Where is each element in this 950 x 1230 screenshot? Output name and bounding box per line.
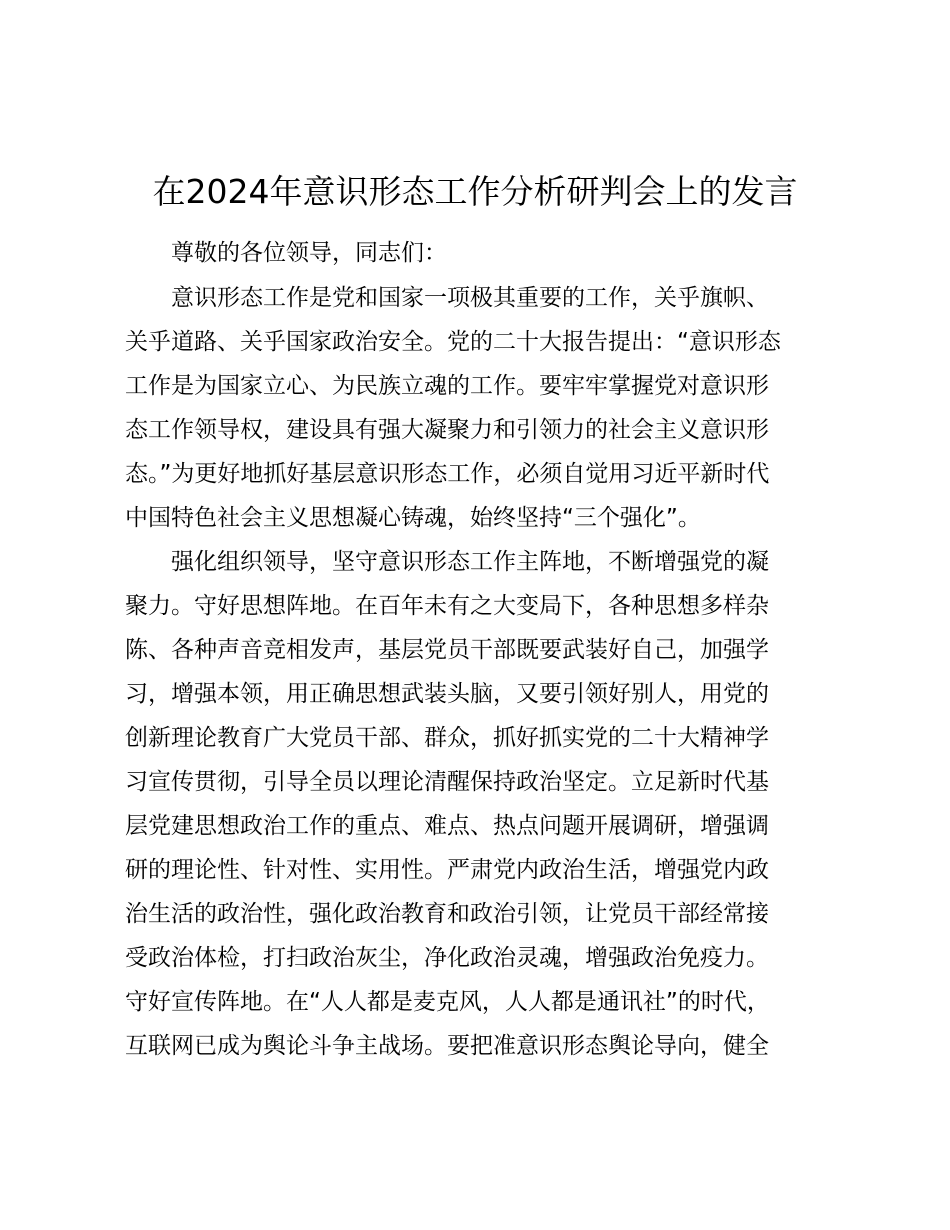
body-line: 创新理论教育广大党员干部、群众，抓好抓实党的二十大精神学 — [125, 725, 769, 751]
body-line: 互联网已成为舆论斗争主战场。要把准意识形态舆论导向，健全 — [125, 1033, 769, 1059]
body-line: 层党建思想政治工作的重点、难点、热点问题开展调研，增强调 — [125, 813, 769, 839]
body-line: 意识形态工作是党和国家一项极其重要的工作，关乎旗帜、 — [125, 285, 769, 311]
page-title: 在2024年意识形态工作分析研判会上的发言 — [152, 172, 798, 211]
body-line: 习宣传贯彻，引导全员以理论清醒保持政治坚定。立足新时代基 — [125, 769, 769, 795]
body-line: 态工作领导权，建设具有强大凝聚力和引领力的社会主义意识形 — [125, 417, 769, 443]
body-line: 守好宣传阵地。在“人人都是麦克风，人人都是通讯社”的时代， — [125, 989, 770, 1015]
body-line: 态。”为更好地抓好基层意识形态工作，必须自觉用习近平新时代 — [125, 461, 770, 487]
body-line: 关乎道路、关乎国家政治安全。党的二十大报告提出：“意识形态 — [125, 329, 781, 355]
body-line: 治生活的政治性，强化政治教育和政治引领，让党员干部经常接 — [125, 901, 769, 927]
body-line: 强化组织领导，坚守意识形态工作主阵地，不断增强党的凝 — [125, 549, 769, 575]
body-line: 中国特色社会主义思想凝心铸魂，始终坚持“三个强化”。 — [125, 505, 701, 531]
body-line: 研的理论性、针对性、实用性。严肃党内政治生活，增强党内政 — [125, 857, 769, 883]
salutation-line: 尊敬的各位领导，同志们： — [125, 240, 447, 266]
body-line: 受政治体检，打扫政治灰尘，净化政治灵魂，增强政治免疫力。 — [125, 945, 769, 971]
body-line: 习，增强本领，用正确思想武装头脑，又要引领好别人，用党的 — [125, 681, 769, 707]
body-line: 陈、各种声音竞相发声，基层党员干部既要武装好自己，加强学 — [125, 637, 769, 663]
body-line: 工作是为国家立心、为民族立魂的工作。要牢牢掌握党对意识形 — [125, 373, 769, 399]
body-line: 聚力。守好思想阵地。在百年未有之大变局下，各种思想多样杂 — [125, 593, 769, 619]
